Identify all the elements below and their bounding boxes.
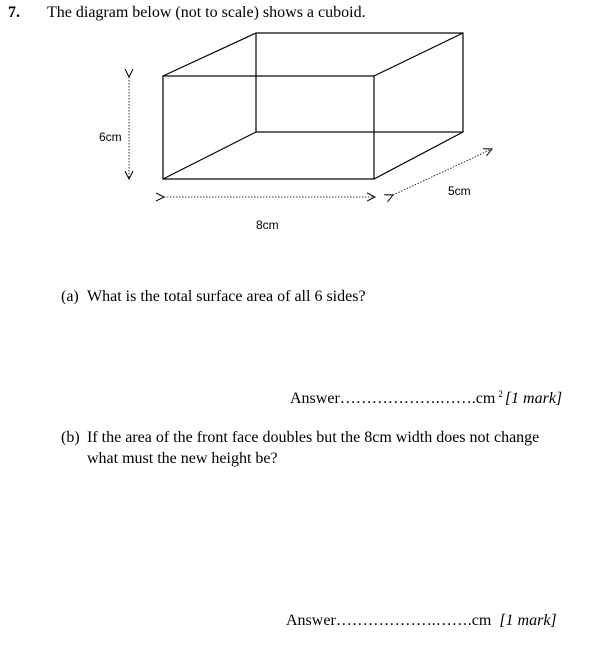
part-b-question-line-2: what must the new height be?	[87, 450, 278, 467]
part-b-question-line-1: If the area of the front face doubles but the 8cm width does not change	[87, 429, 540, 446]
cuboid-edge-top-right	[374, 33, 463, 76]
part-a-unit-power: 2	[498, 389, 503, 399]
height-label: 6cm	[99, 130, 122, 144]
part-a-question: What is the total surface area of all 6 sides?	[87, 288, 366, 305]
part-a-answer-line	[290, 389, 562, 408]
part-a-answer-unit: cm	[475, 390, 496, 407]
part-b-answer-line	[286, 612, 557, 630]
part-a-answer-prefix: Answer	[290, 390, 340, 407]
question-number: 7.	[8, 4, 20, 21]
part-a-answer-blank[interactable]: ……………….…….	[339, 390, 476, 407]
part-b-label: (b)	[61, 429, 80, 446]
width-label: 8cm	[256, 218, 279, 232]
part-b-marks: [1 mark]	[499, 612, 557, 629]
part-b-answer-blank[interactable]: ……………….…….	[335, 612, 472, 629]
question-intro: The diagram below (not to scale) shows a cuboid.	[47, 4, 366, 21]
depth-label: 5cm	[448, 184, 471, 198]
cuboid-diagram	[0, 0, 601, 260]
cuboid-edge-bottom-right	[374, 132, 463, 179]
depth-arrow	[393, 149, 492, 195]
part-b-answer-prefix: Answer	[286, 612, 336, 629]
part-a-label: (a)	[61, 288, 79, 305]
cuboid-edge-bottom-left	[163, 132, 256, 179]
part-b-answer-unit: cm	[471, 612, 492, 629]
part-a-marks: [1 mark]	[504, 390, 563, 407]
cuboid-edge-top-left	[163, 33, 256, 76]
